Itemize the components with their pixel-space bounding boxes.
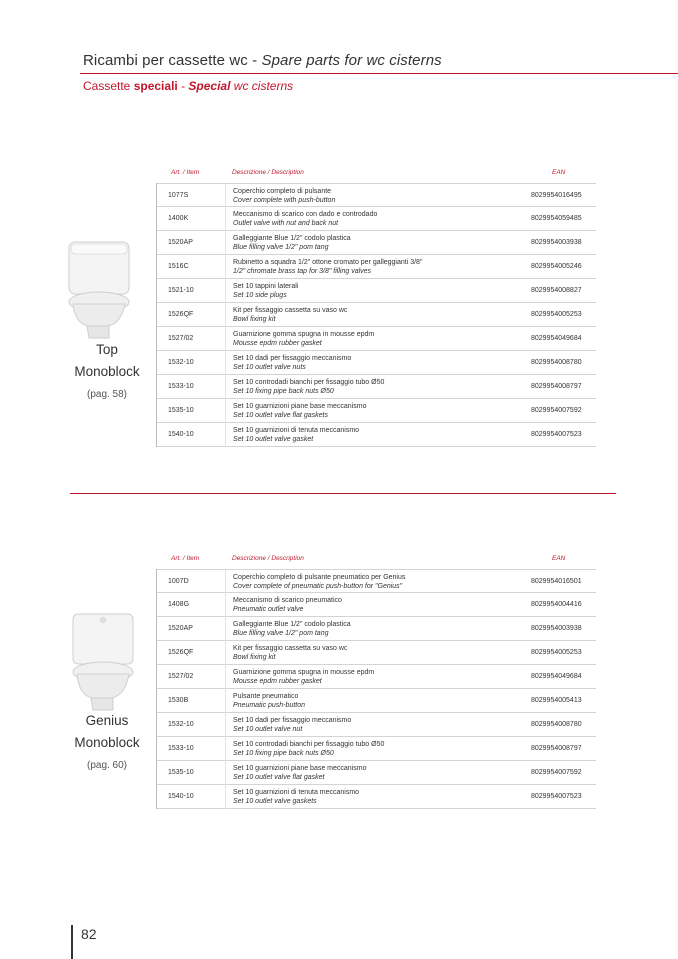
item-description [233, 788, 533, 806]
table-row [157, 399, 596, 423]
item-ean: 8029954016495 [531, 192, 582, 199]
description-it: Kit per fissaggio cassetta su vaso wc [233, 645, 348, 652]
item-code: 1535-10 [168, 407, 194, 414]
item-ean: 8029954005413 [531, 697, 582, 704]
item-description [233, 620, 533, 638]
item-description [233, 354, 533, 372]
table-row [157, 231, 596, 255]
item-ean: 8029954049684 [531, 335, 582, 342]
item-ean: 8029954008780 [531, 721, 582, 728]
item-ean: 8029954008827 [531, 287, 582, 294]
item-ean: 8029954049684 [531, 673, 582, 680]
item-description [233, 596, 533, 614]
item-code: 1526QF [168, 649, 194, 656]
item-code: 1530B [168, 697, 189, 704]
table-row [157, 665, 596, 689]
table-row [157, 713, 596, 737]
description-it: Set 10 dadi per fissaggio meccanismo [233, 355, 352, 362]
description-it: Kit per fissaggio cassetta su vaso wc [233, 307, 348, 314]
item-ean: 8029954016501 [531, 578, 582, 585]
description-en: Set 10 outlet valve nut [233, 726, 303, 733]
item-description [233, 330, 533, 348]
page-number-bar [71, 925, 73, 959]
table-row [157, 183, 596, 207]
item-ean: 8029954004416 [531, 601, 582, 608]
item-ean: 8029954007592 [531, 407, 582, 414]
item-code: 1533-10 [168, 745, 194, 752]
item-code: 1533-10 [168, 383, 194, 390]
description-en: Pneumatic outlet valve [233, 606, 304, 613]
description-it: Guarnizione gomma spugna in mousse epdm [233, 331, 375, 338]
table-row [157, 207, 596, 231]
item-ean: 8029954003938 [531, 239, 582, 246]
subtitle-italic: wc cisterns [230, 79, 294, 93]
item-code: 1408G [168, 601, 190, 608]
description-it: Set 10 guarnizioni piane base meccanismo [233, 403, 367, 410]
description-en: Blue filling valve 1/2" pom tang [233, 244, 329, 251]
description-en: Set 10 outlet valve gasket [233, 436, 314, 443]
table-row [157, 303, 596, 327]
subtitle-plain: Cassette [83, 79, 134, 93]
item-code: 1527/02 [168, 673, 194, 680]
item-code: 1526QF [168, 311, 194, 318]
table-row [157, 593, 596, 617]
item-code: 1007D [168, 578, 189, 585]
product-page-ref: (pag. 60) [86, 760, 128, 771]
toilet-image [71, 612, 147, 712]
table-body [156, 183, 596, 447]
item-code: 1520AP [168, 239, 193, 246]
description-en: Blue filling valve 1/2" pom tang [233, 630, 329, 637]
table-row [157, 255, 596, 279]
description-it: Pulsante pneumatico [233, 693, 299, 700]
description-it: Galleggiante Blue 1/2" codolo plastica [233, 621, 351, 628]
description-en: Set 10 outlet valve flat gaskets [233, 412, 328, 419]
table-row [157, 569, 596, 593]
product-name-line1: Top [96, 342, 118, 357]
table-row [157, 327, 596, 351]
description-en: Cover complete of pneumatic push-button for "Genius" [233, 583, 403, 590]
page-title [83, 52, 442, 69]
subtitle-bold: speciali [133, 79, 178, 93]
description-en: Bowl fixing kit [233, 654, 276, 661]
item-code: 1540-10 [168, 431, 194, 438]
product-name-line2: Monoblock [74, 364, 140, 379]
col-header-item: Art. / Item [171, 555, 200, 562]
description-it: Guarnizione gomma spugna in mousse epdm [233, 669, 375, 676]
item-code: 1540-10 [168, 793, 194, 800]
item-ean: 8029954005246 [531, 263, 582, 270]
description-it: Set 10 guarnizioni piane base meccanismo [233, 765, 367, 772]
table-row [157, 761, 596, 785]
description-it: Set 10 guarnizioni di tenuta meccanismo [233, 427, 360, 434]
item-description [233, 668, 533, 686]
description-it: Set 10 guarnizioni di tenuta meccanismo [233, 789, 360, 796]
item-description [233, 282, 533, 300]
item-description [233, 692, 533, 710]
item-code: 1516C [168, 263, 189, 270]
table-row [157, 641, 596, 665]
col-header-description: Descrizione / Description [232, 555, 304, 562]
description-it: Set 10 dadi per fissaggio meccanismo [233, 717, 352, 724]
description-en: Pneumatic push-button [233, 702, 305, 709]
item-description [233, 234, 533, 252]
col-header-description: Descrizione / Description [232, 169, 304, 176]
description-en: Set 10 outlet valve nuts [233, 364, 306, 371]
table-row [157, 351, 596, 375]
description-en: Set 10 fixing pipe back nuts Ø50 [233, 388, 334, 395]
description-en: Outlet valve with nut and back nut [233, 220, 339, 227]
item-description [233, 740, 533, 758]
description-it: Set 10 controdadi bianchi per fissaggio tubo Ø50 [233, 741, 385, 748]
table-row [157, 279, 596, 303]
description-it: Rubinetto a squadra 1/2" ottone cromato per galleggianti 3/8" [233, 259, 423, 266]
header-rule [80, 73, 678, 74]
item-ean: 8029954007592 [531, 769, 582, 776]
description-en: Set 10 fixing pipe back nuts Ø50 [233, 750, 334, 757]
item-description [233, 306, 533, 324]
description-en: Mousse epdm rubber gasket [233, 340, 322, 347]
page-number: 82 [81, 926, 97, 942]
item-description [233, 210, 533, 228]
table-row [157, 785, 596, 809]
toilet-image [67, 240, 143, 340]
description-it: Set 10 tappini laterali [233, 283, 299, 290]
item-description [233, 187, 533, 205]
table-body [156, 569, 596, 809]
col-header-item: Art. / Item [171, 169, 200, 176]
item-code: 1520AP [168, 625, 193, 632]
item-ean: 8029954008797 [531, 383, 582, 390]
item-ean: 8029954005253 [531, 649, 582, 656]
page-subtitle [83, 79, 293, 93]
item-ean: 8029954005253 [531, 311, 582, 318]
item-code: 1521-10 [168, 287, 194, 294]
description-it: Galleggiante Blue 1/2" codolo plastica [233, 235, 351, 242]
product-name-line2: Monoblock [74, 735, 140, 750]
item-description [233, 426, 533, 444]
table-row [157, 375, 596, 399]
product-name-line1: Genius [85, 713, 129, 728]
item-description [233, 716, 533, 734]
description-it: Meccanismo di scarico con dado e controdado [233, 211, 378, 218]
item-ean: 8029954007523 [531, 431, 582, 438]
description-it: Coperchio completo di pulsante [233, 188, 332, 195]
description-en: Set 10 outlet valve gaskets [233, 798, 317, 805]
item-description [233, 378, 533, 396]
item-code: 1535-10 [168, 769, 194, 776]
item-description [233, 764, 533, 782]
description-en: Cover complete with push-button [233, 197, 336, 204]
col-header-ean: EAN [552, 169, 566, 176]
description-it: Meccanismo di scarico pneumatico [233, 597, 342, 604]
item-description [233, 644, 533, 662]
table-row [157, 423, 596, 447]
item-ean: 8029954008780 [531, 359, 582, 366]
item-ean: 8029954007523 [531, 793, 582, 800]
description-en: Set 10 outlet valve flat gasket [233, 774, 325, 781]
item-code: 1532-10 [168, 359, 194, 366]
description-en: Set 10 side plugs [233, 292, 287, 299]
table-row [157, 617, 596, 641]
description-en: 1/2" chromate brass tap for 3/8" filling valves [233, 268, 372, 275]
item-code: 1527/02 [168, 335, 194, 342]
title-italic: Spare parts for wc cisterns [261, 52, 442, 69]
item-code: 1532-10 [168, 721, 194, 728]
item-description [233, 573, 533, 591]
description-it: Coperchio completo di pulsante pneumatico per Genius [233, 574, 406, 581]
title-main: Ricambi per cassette wc - [83, 52, 262, 69]
description-it: Set 10 controdadi bianchi per fissaggio tubo Ø50 [233, 379, 385, 386]
product-page-ref: (pag. 58) [86, 389, 128, 400]
table-row [157, 689, 596, 713]
item-code: 1077S [168, 192, 189, 199]
section-divider [70, 493, 616, 494]
item-description [233, 402, 533, 420]
col-header-ean: EAN [552, 555, 566, 562]
subtitle-dash: - [177, 79, 189, 93]
subtitle-bold-italic: Special [188, 79, 231, 93]
item-ean: 8029954003938 [531, 625, 582, 632]
item-code: 1400K [168, 215, 189, 222]
table-row [157, 737, 596, 761]
item-ean: 8029954008797 [531, 745, 582, 752]
description-en: Bowl fixing kit [233, 316, 276, 323]
item-ean: 8029954059485 [531, 215, 582, 222]
item-description [233, 258, 533, 276]
description-en: Mousse epdm rubber gasket [233, 678, 322, 685]
